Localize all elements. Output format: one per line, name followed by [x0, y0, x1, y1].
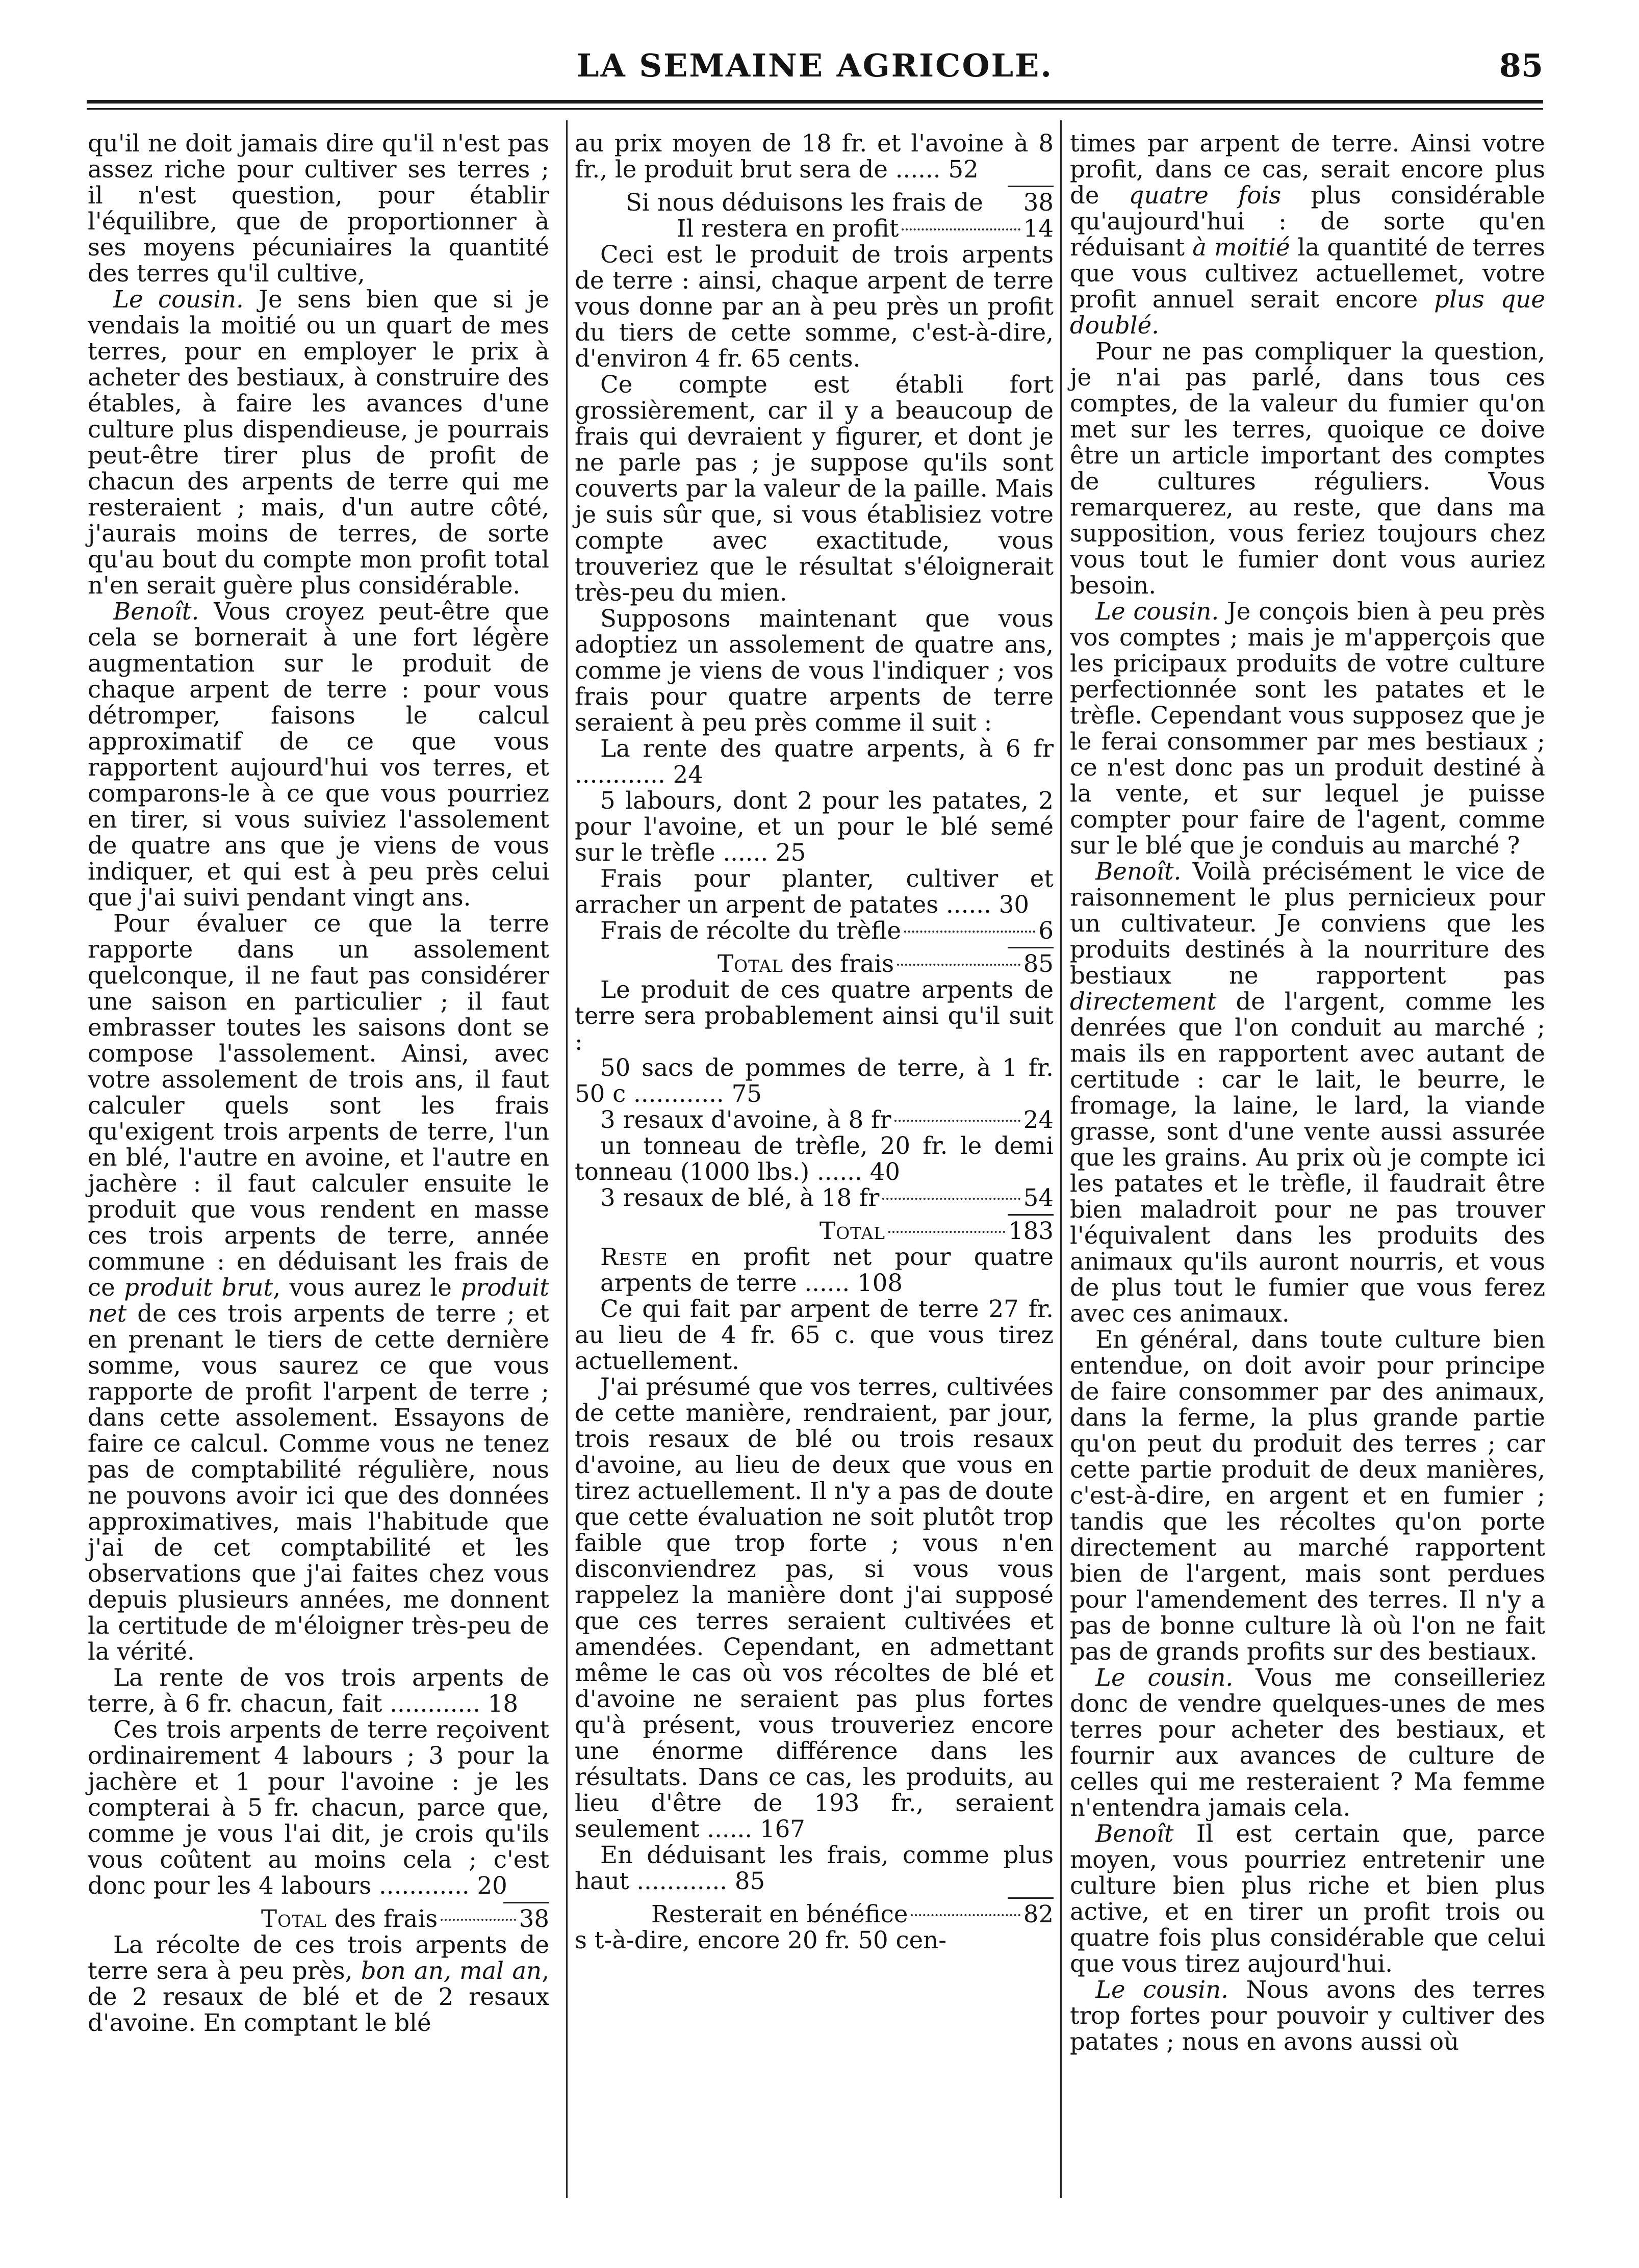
sum-rule: [575, 1894, 1054, 1901]
account-line: 3 resaux d'avoine, à 8 fr 24: [600, 1106, 1054, 1133]
account-line: La rente des quatre arpents, à 6 fr ............ 24: [575, 735, 1054, 788]
paragraph: qu'il ne doit jamais dire qu'il n'est pas assez riche pour cultiver ses terres ; il n'est question, pour établir l'équilibre, que de proportionner à ses moyens pécuniaires la quantité des terres qu'il cultive,: [88, 130, 549, 287]
column-separator-1: [566, 120, 568, 2198]
paragraph: times par arpent de terre. Ainsi votre profit, dans ce cas, serait encore plus de quatre fois plus considérable qu'aujourd'hui : de sorte qu'en réduisant à moitié la quantité de terres que vous cultivez actuellemet, votre profit annuel serait encore plus que doublé.: [1070, 130, 1545, 339]
account-line: 50 sacs de pommes de terre, à 1 fr. 50 c ............ 75: [575, 1054, 1054, 1107]
speaker-name: Le cousin.: [1095, 598, 1219, 625]
paragraph: J'ai présumé que vos terres, cultivées de cette manière, rendraient, par jour, trois resaux de blé ou trois resaux d'avoine, au lieu de deux que vous en tirez actuellement. Il n'y a pas de doute que cette évaluation ne soit plutôt trop faible que trop forte ; vous n'en disconviendrez pas, si vous vous rappelez la manière dont j'ai supposé que ces terres seraient cultivées et amendées. Cependant, en admettant même le cas où vos récoltes de blé et d'avoine ne seraient pas plus fortes qu'à présent, vous trouveriez encore une énorme différence dans les résultats. Dans ce cas, les produits, au lieu d'être de 193 fr., seraient seulement ...... 167: [575, 1373, 1054, 1843]
sum-rule: [575, 1211, 1054, 1218]
paragraph: Ceci est le produit de trois arpents de terre : ainsi, chaque arpent de terre vous donne par an à peu près un profit du tiers de cette somme, c'est-à-dire, d'environ 4 fr. 65 cents.: [575, 241, 1054, 372]
account-line: La rente de vos trois arpents de terre, à 6 fr. chacun, fait ............ 18: [88, 1664, 549, 1717]
account-line: Frais de récolte du trèfle 6: [600, 917, 1054, 944]
paragraph: Le cousin. Vous me conseilleriez donc de vendre quelques-unes de mes terres pour acheter des bestiaux, et fournir aux avances de culture de celles qui me resteraient ? Ma femme n'entendra jamais cela.: [1070, 1664, 1545, 1821]
speaker-name: Le cousin.: [1095, 1664, 1234, 1691]
header-rule-thick: [87, 100, 1543, 104]
account-total: Total des frais 38: [261, 1905, 549, 1932]
account-line: Frais pour planter, cultiver et arracher un arpent de patates ...... 30: [575, 865, 1054, 918]
account-line: Reste en profit net pour quatre arpents de terre ...... 108: [600, 1243, 1054, 1297]
account-line: Il restera en profit 14: [677, 215, 1054, 242]
speaker-name: Le cousin.: [1095, 1976, 1228, 2003]
account-line: En déduisant les frais, comme plus haut ............ 85: [575, 1841, 1054, 1895]
page-number: 85: [1499, 47, 1543, 84]
paragraph: Benoît Il est certain que, parce moyen, vous pourriez entretenir une culture bien plus riche et bien plus active, et en tirer un profit trois ou quatre fois plus considérable que celui que vous tirez aujourd'hui.: [1070, 1820, 1545, 1977]
account-total: Resterait en bénéfice 82: [651, 1900, 1054, 1928]
sum-rule: [575, 944, 1054, 951]
account-line: un tonneau de trèfle, 20 fr. le demi tonneau (1000 lbs.) ...... 40: [575, 1132, 1054, 1185]
paragraph: Benoît. Vous croyez peut-être que cela se bornerait à une fort légère augmentation sur le produit de chaque arpent de terre : pour vous détromper, faisons le calcul approximatif de ce que vous rapportent aujourd'hui vos terres, et comparons-le à ce que vous pourriez en tirer, si vous suiviez l'assolement de quatre ans que je viens de vous indiquer, et qui est à peu près celui que j'ai suivi pendant vingt ans.: [88, 598, 549, 911]
column-separator-2: [1060, 120, 1062, 2198]
paragraph: Pour évaluer ce que la terre rapporte dans un assolement quelconque, il ne faut pas considérer une saison en particulier ; il faut embrasser toutes les saisons dont se compose l'assolement. Ainsi, avec votre assolement de trois ans, il faut calculer quels sont les frais qu'exigent trois arpents de terre, l'un en blé, l'autre en avoine, et l'autre en jachère : il faut calculer ensuite le produit que vous rendent en masse ces trois arpents de terre, année commune : en déduisant les frais de ce produit brut, vous aurez le produit net de ces trois arpents de terre ; et en prenant le tiers de cette dernière somme, vous saurez ce que vous rapporte de profit l'arpent de terre ; dans cette assolement. Essayons de faire ce calcul. Comme vous ne tenez pas de comptabilité régulière, nous ne pouvons avoir ici que des données approximatives, mais l'habitude que j'ai de cet comptabilité et les observations que j'ai faites chez vous depuis plusieurs années, me donnent la certitude de m'éloigner très-peu de la vérité.: [88, 910, 549, 1665]
page-header: [87, 47, 1543, 93]
sum-rule: [88, 1899, 549, 1906]
paragraph: Ce qui fait par arpent de terre 27 fr. au lieu de 4 fr. 65 c. que vous tirez actuellement.: [575, 1295, 1054, 1375]
sum-rule: [575, 183, 1054, 190]
column-3: [1070, 131, 1545, 2055]
paragraph: Le produit de ces quatre arpents de terre sera probablement ainsi qu'il suit :: [575, 976, 1054, 1055]
paragraph: Le cousin. Je sens bien que si je vendais la moitié ou un quart de mes terres, pour en employer le prix à acheter des bestiaux, à construire des étables, à faire les avances d'une culture plus dispendieuse, je pourrais peut-être tirer plus de profit de chacun des arpents de terre qui me resteraient ; mais, d'un autre côté, j'aurais moins de terres, de sorte qu'au bout du compte mon profit total n'en serait guère plus considérable.: [88, 286, 549, 599]
paragraph: Le cousin. Je conçois bien à peu près vos comptes ; mais je m'apperçois que les pricipaux produits de votre culture perfectionnée sont les patates et le trèfle. Cependant vous supposez que je le ferai consommer par mes bestiaux ; ce n'est donc pas un produit destiné à la vente, et sur lequel je puisse compter pour faire de l'agent, comme sur le blé que je conduis au marché ?: [1070, 598, 1545, 859]
account-line: 3 resaux de blé, à 18 fr 54: [600, 1184, 1054, 1212]
paragraph: La récolte de ces trois arpents de terre sera à peu près, bon an, mal an, de 2 resaux de blé et de 2 resaux d'avoine. En comptant le blé: [88, 1931, 549, 2037]
paragraph: s t-à-dire, encore 20 fr. 50 cen-: [575, 1926, 946, 1954]
account-line: Ces trois arpents de terre reçoivent ordinairement 4 labours ; 3 pour la jachère et 1 pour l'avoine : je les compterai à 5 fr. chacun, parce que, comme je vous l'ai dit, je crois qu'ils vous coûtent au moins cela ; c'est donc pour les 4 labours ............ 20: [88, 1716, 549, 1899]
account-total: Total 183: [820, 1217, 1054, 1245]
speaker-name: Benoît.: [113, 598, 199, 625]
header-rule-thin: [87, 108, 1543, 110]
paragraph: Le cousin. Nous avons des terres trop fortes pour pouvoir y cultiver des patates ; nous en avons aussi où: [1070, 1976, 1545, 2055]
column-1: [88, 131, 549, 2036]
account-line: 5 labours, dont 2 pour les patates, 2 pour l'avoine, et un pour le blé semé sur le trèfle ...... 25: [575, 787, 1054, 866]
paragraph: Pour ne pas compliquer la question, je n'ai pas parlé, dans tous ces comptes, de la valeur du fumier qu'on met sur les terres, quoique ce doive être un article important des comptes de cultures réguliers. Vous remarquerez, au reste, que dans ma supposition, vous feriez toujours chez vous tout le fumier dont vous auriez besoin.: [1070, 338, 1545, 599]
account-line: Si nous déduisons les frais de 38: [626, 189, 1054, 216]
column-2: [575, 131, 1054, 1953]
paragraph: En général, dans toute culture bien entendue, on doit avoir pour principe de faire consommer par des animaux, dans la ferme, la plus grande partie qu'on peut du produit des terres ; car cette partie produit de deux manières, c'est-à-dire, en argent et en fumier ; tandis que les récoltes qu'on porte directement au marché rapportent bien de l'argent, mais sont perdues pour l'amendement des terres. Il n'y a pas de bonne culture là où l'on ne fait pas de grands profits sur des bestiaux.: [1070, 1326, 1545, 1665]
account-total: Total des frais 85: [718, 950, 1054, 977]
journal-title: LA SEMAINE AGRICOLE.: [577, 47, 1053, 84]
paragraph: Ce compte est établi fort grossièrement, car il y a beaucoup de frais qui devraient y figurer, et dont je ne parle pas ; je suppose qu'ils sont couverts par la valeur de la paille. Mais je suis sûr que, si vous établisiez votre compte avec exactitude, vous trouveriez que le résultat s'éloignerait très-peu du mien.: [575, 371, 1054, 606]
speaker-name: Benoît: [1095, 1820, 1174, 1847]
account-line: au prix moyen de 18 fr. et l'avoine à 8 fr., le produit brut sera de ...... 52: [575, 130, 1054, 183]
paragraph: Supposons maintenant que vous adoptiez un assolement de quatre ans, comme je viens de vous l'indiquer ; vos frais pour quatre arpents de terre seraient à peu près comme il suit :: [575, 605, 1054, 736]
speaker-name: Benoît.: [1095, 858, 1182, 885]
speaker-name: Le cousin.: [113, 286, 244, 313]
paragraph: Benoît. Voilà précisément le vice de raisonnement le plus pernicieux pour un cultivateur. Je conviens que les produits destinés à la nourriture des bestiaux ne rapportent pas directement de l'argent, comme les denrées que l'on conduit au marché ; mais ils en rapportent avec autant de certitude : car le lait, le beurre, le fromage, la laine, le lard, la viande grasse, sont d'une vente aussi assurée que les grains. Au prix où je compte ici les patates et le trèfle, il faudrait être bien maladroit pour ne pas trouver l'équivalent dans les produits des animaux qu'ils auront nourris, et vous de plus tout le fumier que vous ferez avec ces animaux.: [1070, 858, 1545, 1327]
